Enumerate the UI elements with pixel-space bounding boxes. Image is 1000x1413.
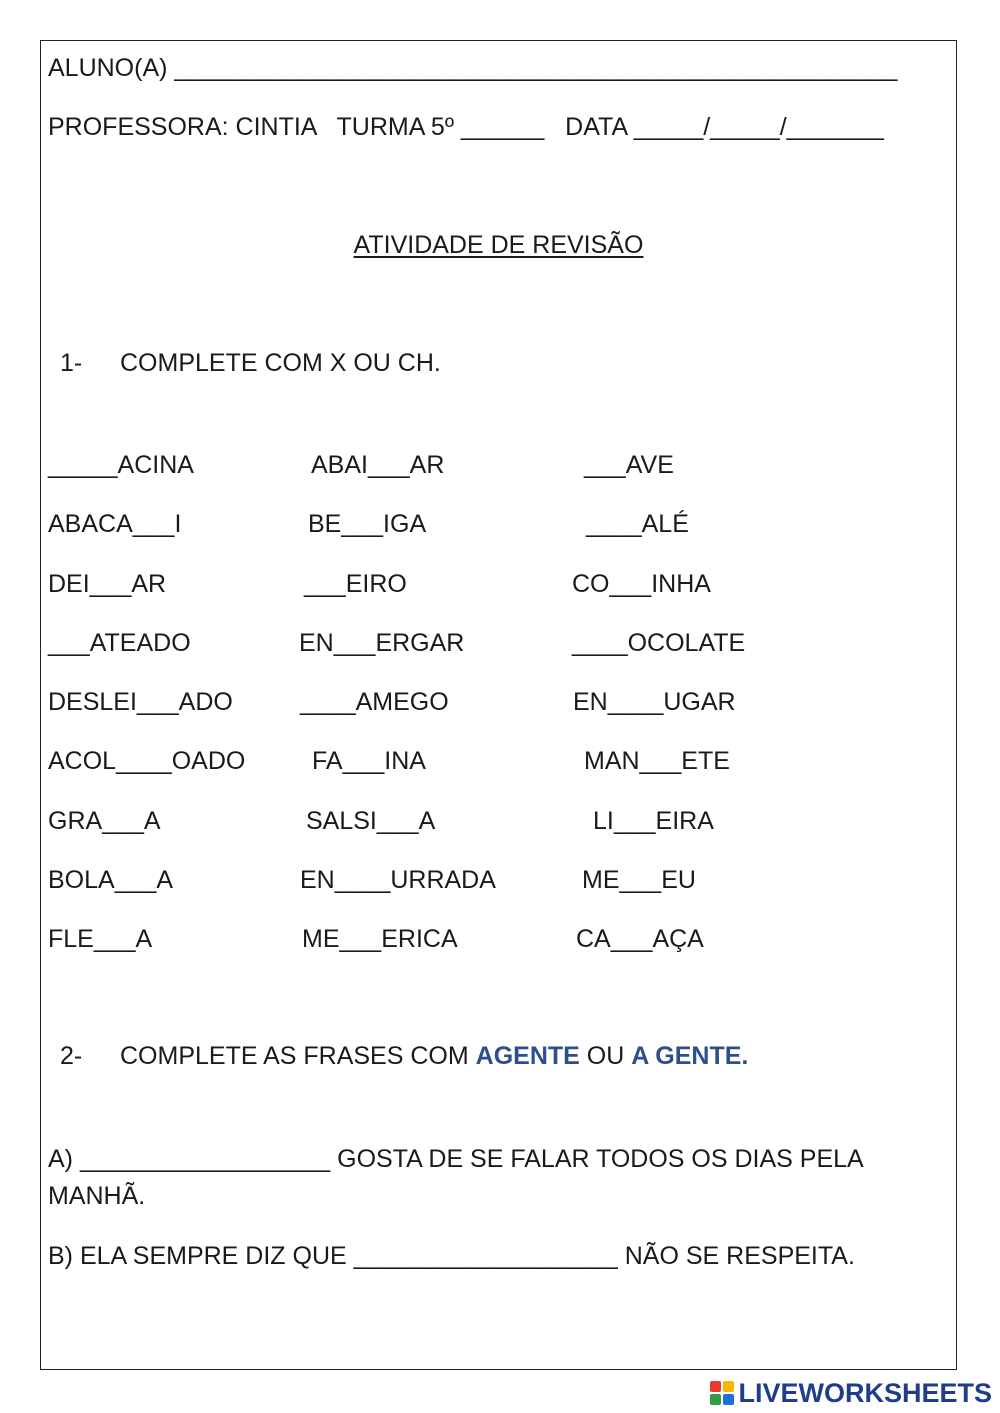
word-cell: ACOL____OADO: [48, 747, 246, 775]
question-2-number: 2-: [60, 1042, 83, 1070]
question-2-text: [120, 1041, 748, 1071]
liveworksheets-logo[interactable]: [710, 1377, 992, 1409]
logo-square-blue: [723, 1394, 734, 1405]
question-2-prefix: COMPLETE AS FRASES COM: [120, 1042, 476, 1070]
word-cell: EN____UGAR: [573, 688, 736, 716]
option-a-gente: A GENTE.: [631, 1042, 749, 1070]
item-a-line-2: MANHÃ.: [48, 1182, 146, 1210]
word-cell: ___AVE: [584, 451, 674, 479]
word-cell: CO___INHA: [572, 570, 711, 598]
word-cell: ME___ERICA: [302, 925, 458, 953]
item-b-line: B) ELA SEMPRE DIZ QUE ___________________ NÃO SE RESPEITA.: [48, 1242, 855, 1270]
word-cell: MAN___ETE: [584, 747, 730, 775]
word-cell: CA___AÇA: [576, 925, 704, 953]
word-cell: SALSI___A: [306, 807, 436, 835]
word-cell: ___EIRO: [304, 570, 407, 598]
student-name-line: ALUNO(A) ____________________________________________________: [48, 54, 898, 82]
word-cell: ____ALÉ: [586, 510, 689, 538]
word-cell: FA___INA: [312, 747, 426, 775]
word-cell: ABAI___AR: [311, 451, 445, 479]
word-cell: ME___EU: [582, 866, 696, 894]
word-cell: ABACA___I: [48, 510, 182, 538]
word-cell: GRA___A: [48, 807, 161, 835]
teacher-class-date-line: PROFESSORA: CINTIA TURMA 5º ______ DATA _____/_____/_______: [48, 113, 884, 141]
logo-grid-icon: [710, 1381, 734, 1405]
word-cell: DEI___AR: [48, 570, 167, 598]
logo-text: LIVEWORKSHEETS: [738, 1377, 992, 1408]
word-cell: DESLEI___ADO: [48, 688, 233, 716]
worksheet-frame: [40, 40, 957, 1370]
word-cell: EN___ERGAR: [299, 629, 465, 657]
word-cell: ___ATEADO: [48, 629, 191, 657]
logo-square-red: [710, 1381, 721, 1392]
word-cell: EN____URRADA: [300, 866, 496, 894]
item-a-line-1: A) __________________ GOSTA DE SE FALAR TODOS OS DIAS PELA: [48, 1145, 864, 1173]
word-cell: BE___IGA: [308, 510, 427, 538]
option-agente: AGENTE: [475, 1042, 580, 1070]
word-cell: ____AMEGO: [300, 688, 449, 716]
question-1-text: COMPLETE COM X OU CH.: [120, 349, 441, 377]
word-cell: ____OCOLATE: [572, 629, 746, 657]
question-1-number: 1-: [60, 349, 83, 377]
word-cell: FLE___A: [48, 925, 153, 953]
word-cell: BOLA___A: [48, 866, 174, 894]
logo-square-green: [710, 1394, 721, 1405]
word-cell: LI___EIRA: [593, 807, 714, 835]
page-title: ATIVIDADE DE REVISÃO: [353, 231, 644, 259]
logo-square-yellow: [723, 1381, 734, 1392]
question-2-connector: OU: [579, 1042, 632, 1070]
word-cell: _____ACINA: [48, 451, 194, 479]
